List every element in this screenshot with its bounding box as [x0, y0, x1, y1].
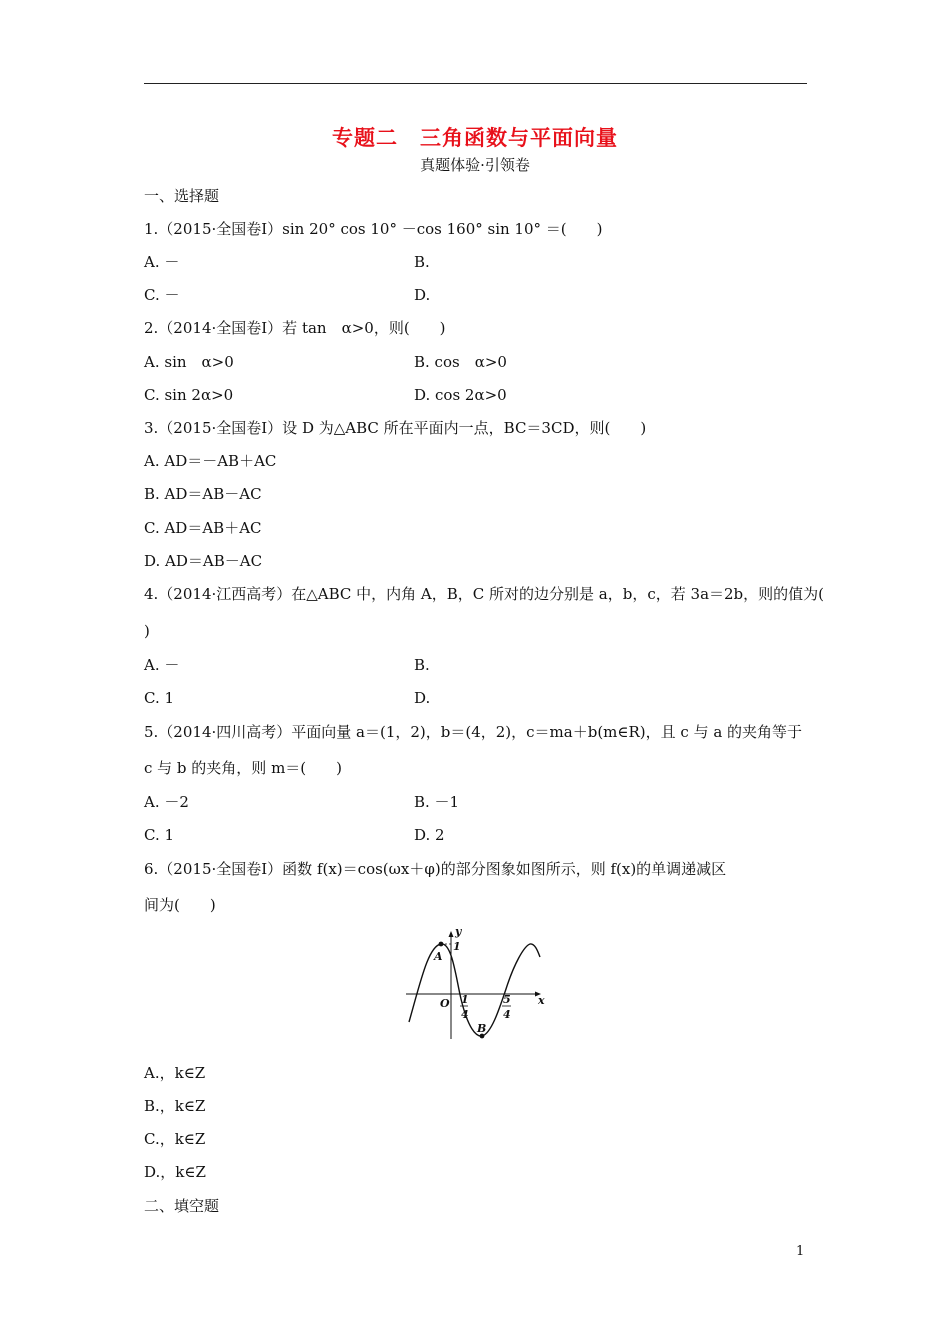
question-4-stem-continued: ) — [144, 622, 150, 640]
question-3-option-b: B. AD＝AB－AC — [144, 485, 262, 503]
question-4-option-d: D. — [414, 689, 431, 707]
question-1-option-a: A. － — [144, 253, 180, 271]
y-axis-arrow — [449, 931, 454, 937]
section-heading-choice: 一、选择题 — [144, 187, 220, 205]
question-4-option-b: B. — [414, 656, 430, 674]
question-3-option-d: D. AD＝AB－AC — [144, 552, 263, 570]
cosine-graph-figure — [398, 924, 548, 1044]
question-3-stem: 3.（2015·全国卷Ⅰ）设 D 为△ABC 所在平面内一点，BC＝3CD，则( ) — [144, 419, 647, 437]
question-3-option-a: A. AD＝－AB＋AC — [144, 452, 277, 470]
section-heading-fill: 二、填空题 — [144, 1197, 220, 1215]
question-5-option-c: C. 1 — [144, 826, 175, 844]
question-2-option-d: D. cos 2α>0 — [414, 386, 507, 404]
question-1-stem: 1.（2015·全国卷Ⅰ）sin 20° cos 10° －cos 160° sin 10° ＝( ) — [144, 220, 603, 238]
label-quarter-den: 4 — [461, 1008, 469, 1021]
label-quarter-num: 1 — [461, 993, 469, 1006]
question-6-stem: 6.（2015·全国卷Ⅰ）函数 f(x)＝cos(ωx＋φ)的部分图象如图所示，则 f(x)的单调递减区 — [144, 860, 727, 878]
label-one: 1 — [453, 940, 461, 953]
page-number: 1 — [796, 1244, 805, 1259]
page-subtitle: 真题体验·引领卷 — [420, 156, 530, 174]
header-rule — [144, 83, 807, 84]
question-2-option-c: C. sin 2α>0 — [144, 386, 234, 404]
question-2-option-b: B. cos α>0 — [414, 353, 507, 371]
question-5-option-b: B. －1 — [414, 793, 460, 811]
question-6-option-a: A.，k∈Z — [144, 1064, 206, 1082]
page-title: 专题二 三角函数与平面向量 — [332, 126, 618, 150]
question-5-option-d: D. 2 — [414, 826, 445, 844]
label-five-quarter-num: 5 — [503, 993, 511, 1006]
label-x: x — [538, 994, 545, 1007]
question-1-option-c: C. － — [144, 286, 180, 304]
label-b: B — [477, 1022, 487, 1035]
cosine-curve — [409, 944, 540, 1036]
question-6-option-d: D.，k∈Z — [144, 1163, 206, 1181]
question-6-stem-continued: 间为( ) — [144, 896, 216, 914]
label-five-quarter-den: 4 — [503, 1008, 511, 1021]
question-6-option-b: B.，k∈Z — [144, 1097, 206, 1115]
question-1-option-b: B. — [414, 253, 430, 271]
question-5-option-a: A. －2 — [144, 793, 189, 811]
question-2-stem: 2.（2014·全国卷Ⅰ）若 tan α>0，则( ) — [144, 319, 446, 337]
question-2-option-a: A. sin α>0 — [144, 353, 234, 371]
cosine-graph — [398, 924, 548, 1044]
question-1-option-d: D. — [414, 286, 431, 304]
question-4-stem: 4.（2014·江西高考）在△ABC 中，内角 A，B，C 所对的边分别是 a，b，c，若 3a＝2b，则的值为( — [144, 585, 825, 603]
question-5-stem: 5.（2014·四川高考）平面向量 a＝(1，2)，b＝(4，2)，c＝ma＋b(m∈R)，且 c 与 a 的夹角等于 — [144, 723, 803, 741]
label-origin: O — [440, 997, 450, 1010]
question-4-option-a: A. － — [144, 656, 180, 674]
question-6-option-c: C.，k∈Z — [144, 1130, 206, 1148]
question-3-option-c: C. AD＝AB＋AC — [144, 519, 262, 537]
question-5-stem-continued: c 与 b 的夹角，则 m＝( ) — [144, 759, 343, 777]
label-y: y — [455, 925, 462, 938]
question-4-option-c: C. 1 — [144, 689, 175, 707]
label-a: A — [434, 950, 443, 963]
